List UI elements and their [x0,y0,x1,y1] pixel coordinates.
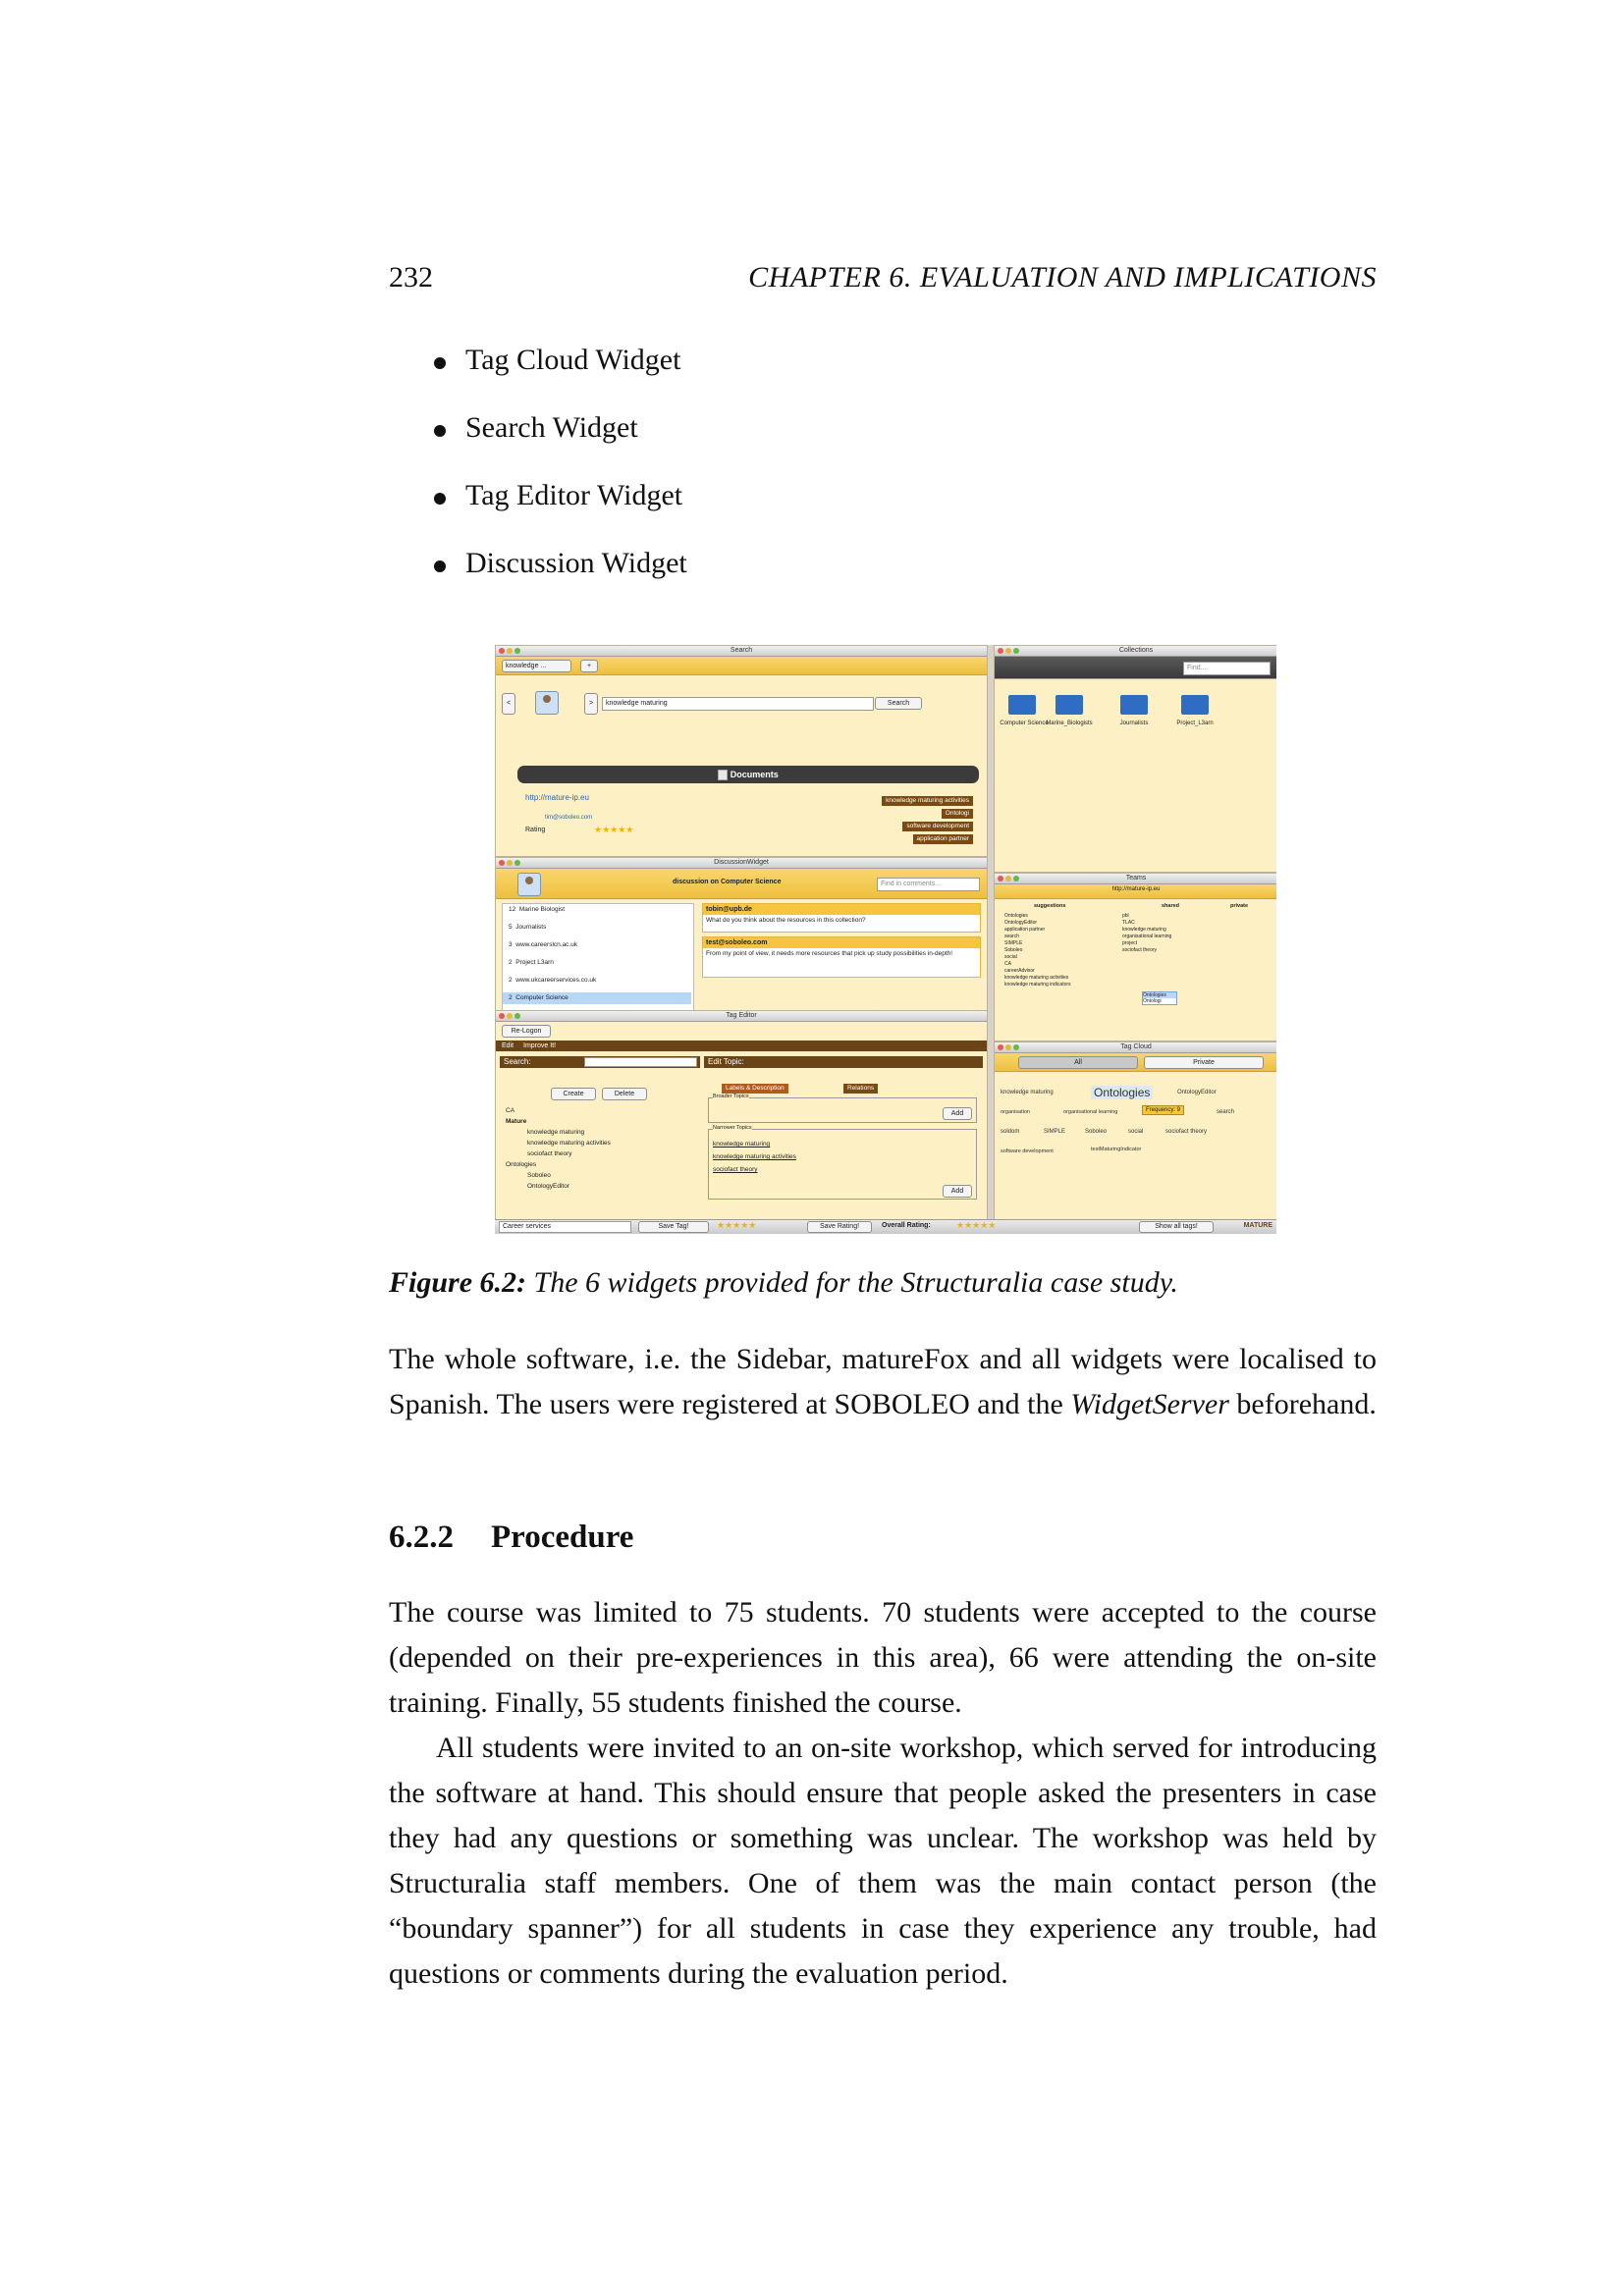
bullet-icon [434,561,446,572]
menu-bar [496,1041,987,1051]
search-input[interactable]: knowledge maturing [602,697,874,711]
result-user[interactable]: tim@soboleo.com [545,815,593,821]
relogon-button[interactable]: Re-Logon [502,1025,551,1038]
bullet-icon [434,357,446,369]
save-rating-button[interactable]: Save Rating! [807,1221,872,1233]
find-input[interactable]: Find... [1183,662,1271,675]
widgets-screenshot [495,645,1276,1234]
folder-label: Marine_Biologists [1046,721,1093,726]
tab-relations[interactable]: Relations [843,1084,878,1094]
team-popup[interactable]: Ontologies Ontologi [1142,991,1177,1005]
add-tab-button[interactable]: + [580,660,598,672]
bullet-icon [434,493,446,505]
cloud-tag[interactable]: Ontologies [1091,1086,1153,1099]
comment: test@soboleo.com From my point of view, it needs more resources that pick up study possibilities in-depth! [702,936,981,978]
bullet-icon [434,425,446,437]
folder-icon[interactable] [1120,695,1148,715]
paragraph: The whole software, i.e. the Sidebar, matureFox and all widgets were localised to Spanish. The users were registered at SOBOLEO and the WidgetServer beforehand. [389,1343,1377,1420]
tag-chip[interactable]: application partner [913,834,973,844]
list-item[interactable]: 3 www.careerslcn.ac.uk [509,941,578,948]
menu-improve[interactable]: Improve It! [523,1042,557,1049]
tab-all[interactable]: All [1018,1056,1138,1069]
widget-list [430,344,687,614]
mature-logo: MATURE [1243,1222,1272,1229]
folder-icon[interactable] [1008,695,1036,715]
list-item[interactable]: 12 Marine Biologist [509,906,566,913]
cloud-tag[interactable]: organisational learning [1063,1109,1118,1115]
overall-rating-stars: ★★★★★ [956,1220,997,1230]
frequency-tooltip: Frequency: 9 [1142,1105,1184,1115]
window-title: DiscussionWidget [714,859,769,866]
tag-chip[interactable]: software development [902,822,973,831]
discussion-avatar [517,873,541,896]
teams-widget [994,873,1276,1041]
tab-labels[interactable]: Labels & Description [722,1084,788,1094]
cloud-tag[interactable]: software development [1001,1148,1054,1154]
result-link[interactable]: http://mature-ip.eu [525,793,589,802]
list-item: Tag Cloud Widget [430,344,687,411]
tag-cloud-widget [994,1041,1276,1222]
folder-icon[interactable] [1181,695,1209,715]
window-title: Collections [1118,647,1154,654]
search-widget [495,645,988,857]
figure-caption: Figure 6.2: The 6 widgets provided for the Structuralia case study. [389,1266,1178,1299]
folder-icon[interactable] [1056,695,1083,715]
save-tag-button[interactable]: Save Tag! [638,1221,709,1233]
shared-list: pbl TLAC knowledge maturing organisational learning project sociofact theory [1122,913,1172,953]
cloud-tag[interactable]: organisation [1001,1109,1030,1115]
document-icon [718,770,728,780]
cloud-tag[interactable]: SIMPLE [1044,1129,1066,1135]
comment-search-input[interactable]: Find in comments... [877,878,980,891]
add-broader-button[interactable]: Add [943,1107,972,1120]
overall-rating-label: Overall Rating: [882,1222,931,1229]
broader-topics-box: Broader Topics Add [708,1097,977,1123]
search-label: Search: [504,1057,531,1066]
page-number: 232 [389,261,433,294]
list-item: Discussion Widget [430,547,687,614]
discussion-widget [495,857,988,1020]
list-item: Search Widget [430,411,687,479]
rating-label: Rating [525,827,546,833]
running-head [389,261,1377,300]
collections-widget [994,645,1276,873]
cloud-tag[interactable]: social [1128,1129,1144,1135]
column-header: shared [1162,903,1180,909]
search-button[interactable]: Search [875,697,922,710]
section-heading: 6.2.2 Procedure [389,1520,634,1555]
window-title: Search [730,647,753,654]
rating-stars[interactable]: ★★★★★ [594,825,634,834]
cloud-tag[interactable]: knowledge maturing [1001,1090,1054,1095]
nav-next-button[interactable]: > [584,693,598,715]
chapter-title: CHAPTER 6. EVALUATION AND IMPLICATIONS [748,261,1377,294]
show-all-tags-button[interactable]: Show all tags! [1139,1221,1214,1233]
tag-input[interactable]: Career services [499,1221,631,1233]
tag-chip[interactable]: Ontologi [942,809,973,819]
window-title: Tag Editor [726,1012,757,1019]
tag-chip[interactable]: knowledge maturing activities [882,796,973,806]
edit-topic-label: Edit Topic: [708,1057,744,1066]
cloud-tag[interactable]: soldom [1001,1129,1020,1135]
cloud-tag[interactable]: search [1217,1109,1235,1115]
column-header: suggestions [1034,903,1066,909]
list-item: Tag Editor Widget [430,479,687,547]
window-title: Tag Cloud [1120,1043,1152,1050]
window-title: Teams [1125,875,1147,881]
rating-stars[interactable]: ★★★★★ [717,1220,757,1230]
documents-header: Documents [730,770,779,779]
tag-editor-widget [495,1010,988,1222]
paragraph: The course was limited to 75 students. 70 students were accepted to the course (depended on their pre-experiences in this area), 66 were attending the on-site training. Finally, 55 students finished the course. [389,1596,1377,1719]
list-item[interactable]: 2 www.ukcareerservices.co.uk [509,977,597,984]
topic-search-input[interactable] [584,1057,697,1067]
menu-edit[interactable]: Edit [502,1042,514,1049]
paragraph: All students were invited to an on-site workshop, which served for introducing the software at hand. This should ensure that people asked the presenters in case they had any questions or something was unclear. The workshop was held by Structuralia staff members. One of them was the main contact person (the “boundary spanner”) for all students in case they experience any trouble, had questions or comments during the evaluation period. [389,1732,1377,1990]
teams-url: http://mature-ip.eu [1111,886,1161,892]
cloud-tag[interactable]: testMaturingIndicator [1091,1147,1142,1152]
column-header: private [1230,903,1249,909]
add-narrower-button[interactable]: Add [943,1185,972,1198]
comment: tobin@upb.de What do you think about the resources in this collection? [702,903,981,933]
cloud-tag[interactable]: Soboleo [1085,1129,1108,1135]
scope-dropdown[interactable]: knowledge ... [502,660,571,672]
user-avatar [535,691,559,715]
delete-button[interactable]: Delete [602,1088,647,1100]
create-button[interactable]: Create [551,1088,596,1100]
folder-label: Project_L3arn [1176,721,1214,726]
cloud-tag[interactable]: sociofact theory [1165,1129,1208,1135]
tab-private[interactable]: Private [1144,1056,1264,1069]
collection-list [502,903,694,1013]
folder-label: Computer Science [1000,721,1049,726]
list-item[interactable]: 5 Journalists [509,924,547,931]
folder-label: Journalists [1119,721,1149,726]
narrower-topics-box: Narrower Topics knowledge maturing knowledge maturing activities sociofact theory Add [708,1129,977,1200]
list-item[interactable]: 2 Computer Science [503,992,691,1004]
discussion-heading: discussion on Computer Science [673,879,782,885]
window-controls[interactable] [499,1013,522,1023]
topic-tree: CA Mature knowledge maturing knowledge maturing activities sociofact theory Ontologies Soboleo OntologyEditor [506,1107,611,1190]
cloud-tag[interactable]: OntologyEditor [1177,1090,1217,1095]
list-item[interactable]: 2 Project L3arn [509,959,554,966]
status-bar [495,1219,1276,1234]
nav-prev-button[interactable]: < [502,693,515,715]
suggestion-list: Ontologies OntologyEditor application partner search SIMPLE Soboleo social CA careerAdvisor knowledge maturing activities knowledge maturing indicators [1004,913,1071,988]
